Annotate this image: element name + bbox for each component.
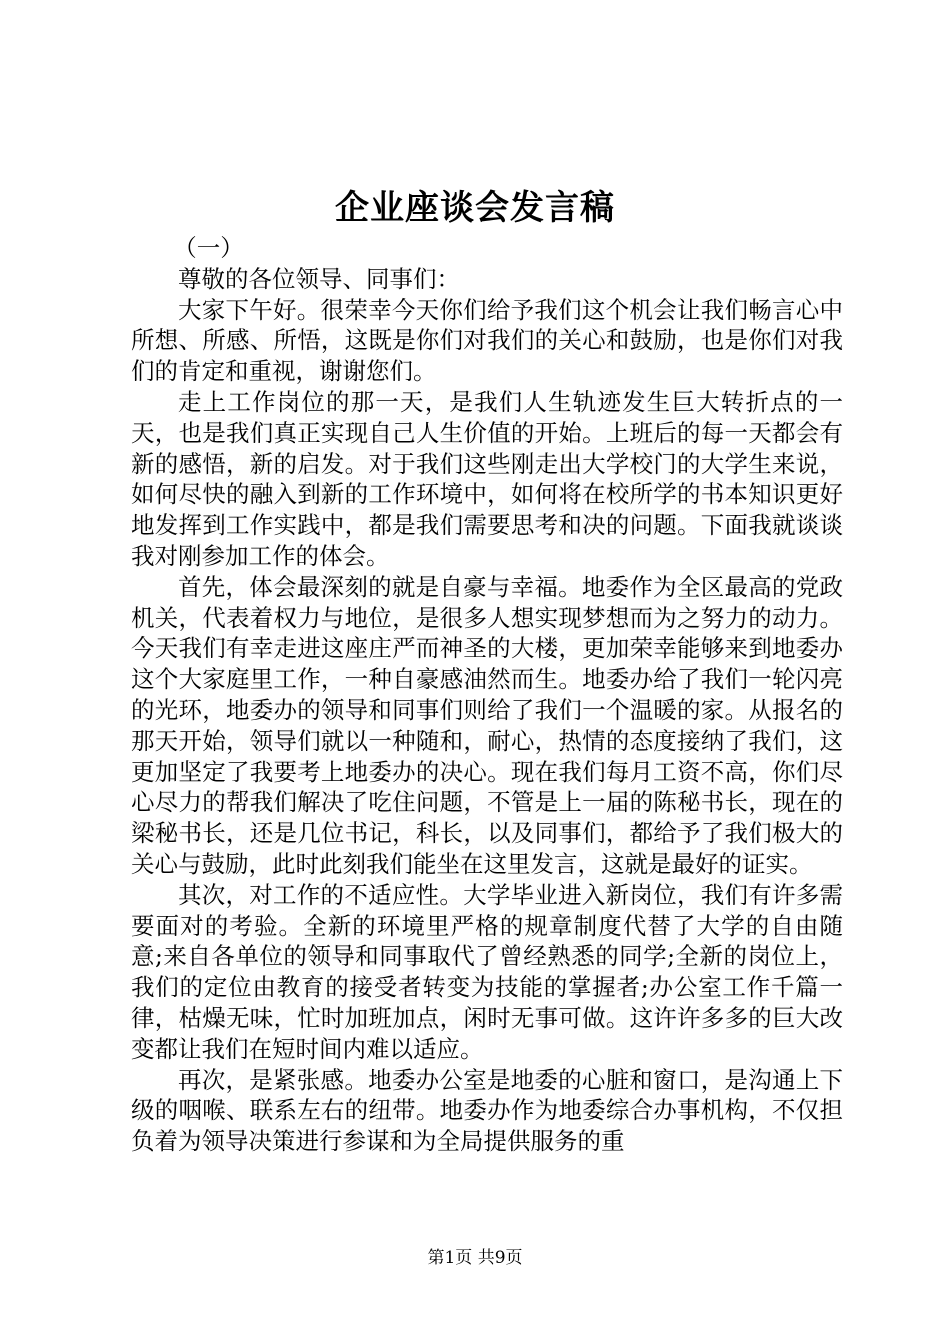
body-paragraph: 大家下午好。很荣幸今天你们给予我们这个机会让我们畅言心中所想、所感、所悟，这既是你们对我们的关心和鼓励，也是你们对我们的肯定和重视，谢谢您们。 [131,295,843,386]
section-label: （一） [173,234,244,262]
body-paragraph: 再次，是紧张感。地委办公室是地委的心脏和窗口，是沟通上下级的咽喉、联系左右的纽带。地委办作为地委综合办事机构，不仅担负着为领导决策进行参谋和为全局提供服务的重 [131,1065,843,1156]
body-paragraph: 走上工作岗位的那一天，是我们人生轨迹发生巨大转折点的一天，也是我们真正实现自己人生价值的开始。上班后的每一天都会有新的感悟，新的启发。对于我们这些刚走出大学校门的大学生来说，如何尽快的融入到新的工作环境中，如何将在校所学的书本知识更好地发挥到工作实践中，都是我们需要思考和决的问题。下面我就谈谈我对刚参加工作的体会。 [131,387,843,570]
document-body [131,233,843,1157]
salutation-paragraph: 尊敬的各位领导、同事们： [178,264,460,293]
document-title: 企业座谈会发言稿 [335,188,615,228]
body-paragraph: 首先，体会最深刻的就是自豪与幸福。地委作为全区最高的党政机关，代表着权力与地位，是很多人想实现梦想而为之努力的动力。今天我们有幸走进这座庄严而神圣的大楼，更加荣幸能够来到地委办这个大家庭里工作，一种自豪感油然而生。地委办给了我们一轮闪亮的光环，地委办的领导和同事们则给了我们一个温暖的家。从报名的那天开始，领导们就以一种随和，耐心，热情的态度接纳了我们，这更加坚定了我要考上地委办的决心。现在我们每月工资不高，你们尽心尽力的帮我们解决了吃住问题，不管是上一届的陈秘书长，现在的梁秘书长，还是几位书记，科长，以及同事们，都给予了我们极大的关心与鼓励，此时此刻我们能坐在这里发言，这就是最好的证实。 [131,572,843,878]
page-footer: 第1页 共9页 [427,1248,523,1268]
body-paragraph: 其次，对工作的不适应性。大学毕业进入新岗位，我们有许多需要面对的考验。全新的环境里严格的规章制度代替了大学的自由随意;来自各单位的领导和同事取代了曾经熟悉的同学;全新的岗位上，我们的定位由教育的接受者转变为技能的掌握者;办公室工作千篇一律，枯燥无味，忙时加班加点，闲时无事可做。这许许多多的巨大改变都让我们在短时间内难以适应。 [131,880,843,1063]
